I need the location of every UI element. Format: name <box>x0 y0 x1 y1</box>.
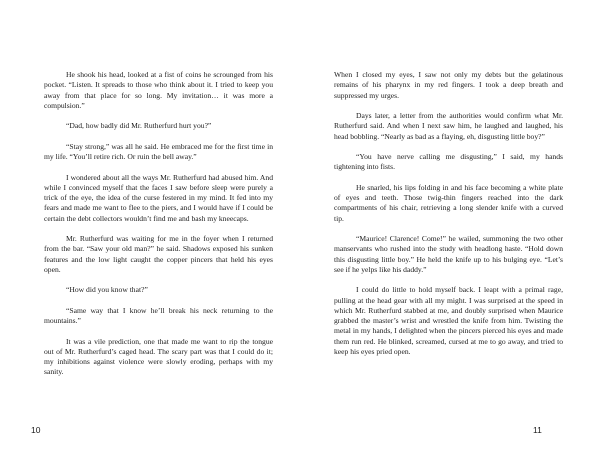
paragraph: “Maurice! Clarence! Come!” he wailed, summoning the two other manservants who rushed into the study with headlong haste. “Hold down this disgusting little boy.” He held the knife up to his bulging eye. “Let’s see if he yelps like his daddy.” <box>334 234 563 274</box>
page-number: 10 <box>31 425 41 435</box>
paragraph: He shook his head, looked at a fist of coins he scrounged from his pocket. “Listen. It spreads to those who think about it. I tried to keep you away from that place for so long. My invitation… it was more a compulsion.” <box>44 70 273 110</box>
paragraph: “Stay strong,” was all he said. He embraced me for the first time in my life. “You’ll retire rich. Or ruin the bell away.” <box>44 141 273 161</box>
paragraph: Mr. Rutherfurd was waiting for me in the foyer when I returned from the bar. “Saw your old man?” he said. Shadows exposed his sunken features and the low light caught the copper pincers that held his eyes open. <box>44 234 273 274</box>
paragraph: “Dad, how badly did Mr. Rutherfurd hurt you?” <box>66 121 212 131</box>
page-number: 11 <box>533 425 542 435</box>
paragraph: When I closed my eyes, I saw not only my debts but the gelatinous remains of his pharynx in my red fingers. I took a deep breath and suppressed my urges. <box>334 70 563 100</box>
paragraph: “Same way that I know he’ll break his neck returning to the mountains.” <box>44 305 273 325</box>
paragraph: Days later, a letter from the authorities would confirm what Mr. Rutherfurd said. And when I next saw him, he laughed and laughed, his head bobbling. “Nearly as bad as a flaying, eh, disgusting little boy?” <box>334 111 563 141</box>
right-page-text <box>334 70 563 367</box>
paragraph: “You have nerve calling me disgusting,” I said, my hands tightening into fists. <box>334 152 563 172</box>
right-page <box>300 0 600 463</box>
paragraph: I wondered about all the ways Mr. Rutherfurd had abused him. And while I convinced myself that the faces I saw before sleep were purely a trick of the eye, the idea of the curse festered in my mind. It fed into my fears and made me want to flee to the piers, and I would have if I could be certain the debt collectors wouldn’t find me and bash my kneecaps. <box>44 172 273 223</box>
paragraph: It was a vile prediction, one that made me want to rip the tongue out of Mr. Rutherfurd’s caged head. The scary part was that I could do it; my inhibitions against violence were slowly eroding, perhaps with my sanity. <box>44 336 273 377</box>
left-page-text <box>44 70 273 388</box>
paragraph: I could do little to hold myself back. I leapt with a primal rage, pulling at the head gear with all my might. I was surprised at the speed in which Mr. Rutherfurd stabbed at me, and doubly surprised when Maurice grabbed the master’s wrist and wrestled the knife from him. Twisting the metal in my hands, I delighted when the pincers pierced his eyes and made them run red. He blinked, screamed, cursed at me to go away, and tried to keep his eyes pried open. <box>334 285 563 356</box>
paragraph: He snarled, his lips folding in and his face becoming a white plate of eyes and teeth. Those twig-thin fingers reached into the dark compartments of his chair, retrieving a long slender knife with a curved tip. <box>334 182 563 223</box>
paragraph: “How did you know that?” <box>66 285 148 295</box>
